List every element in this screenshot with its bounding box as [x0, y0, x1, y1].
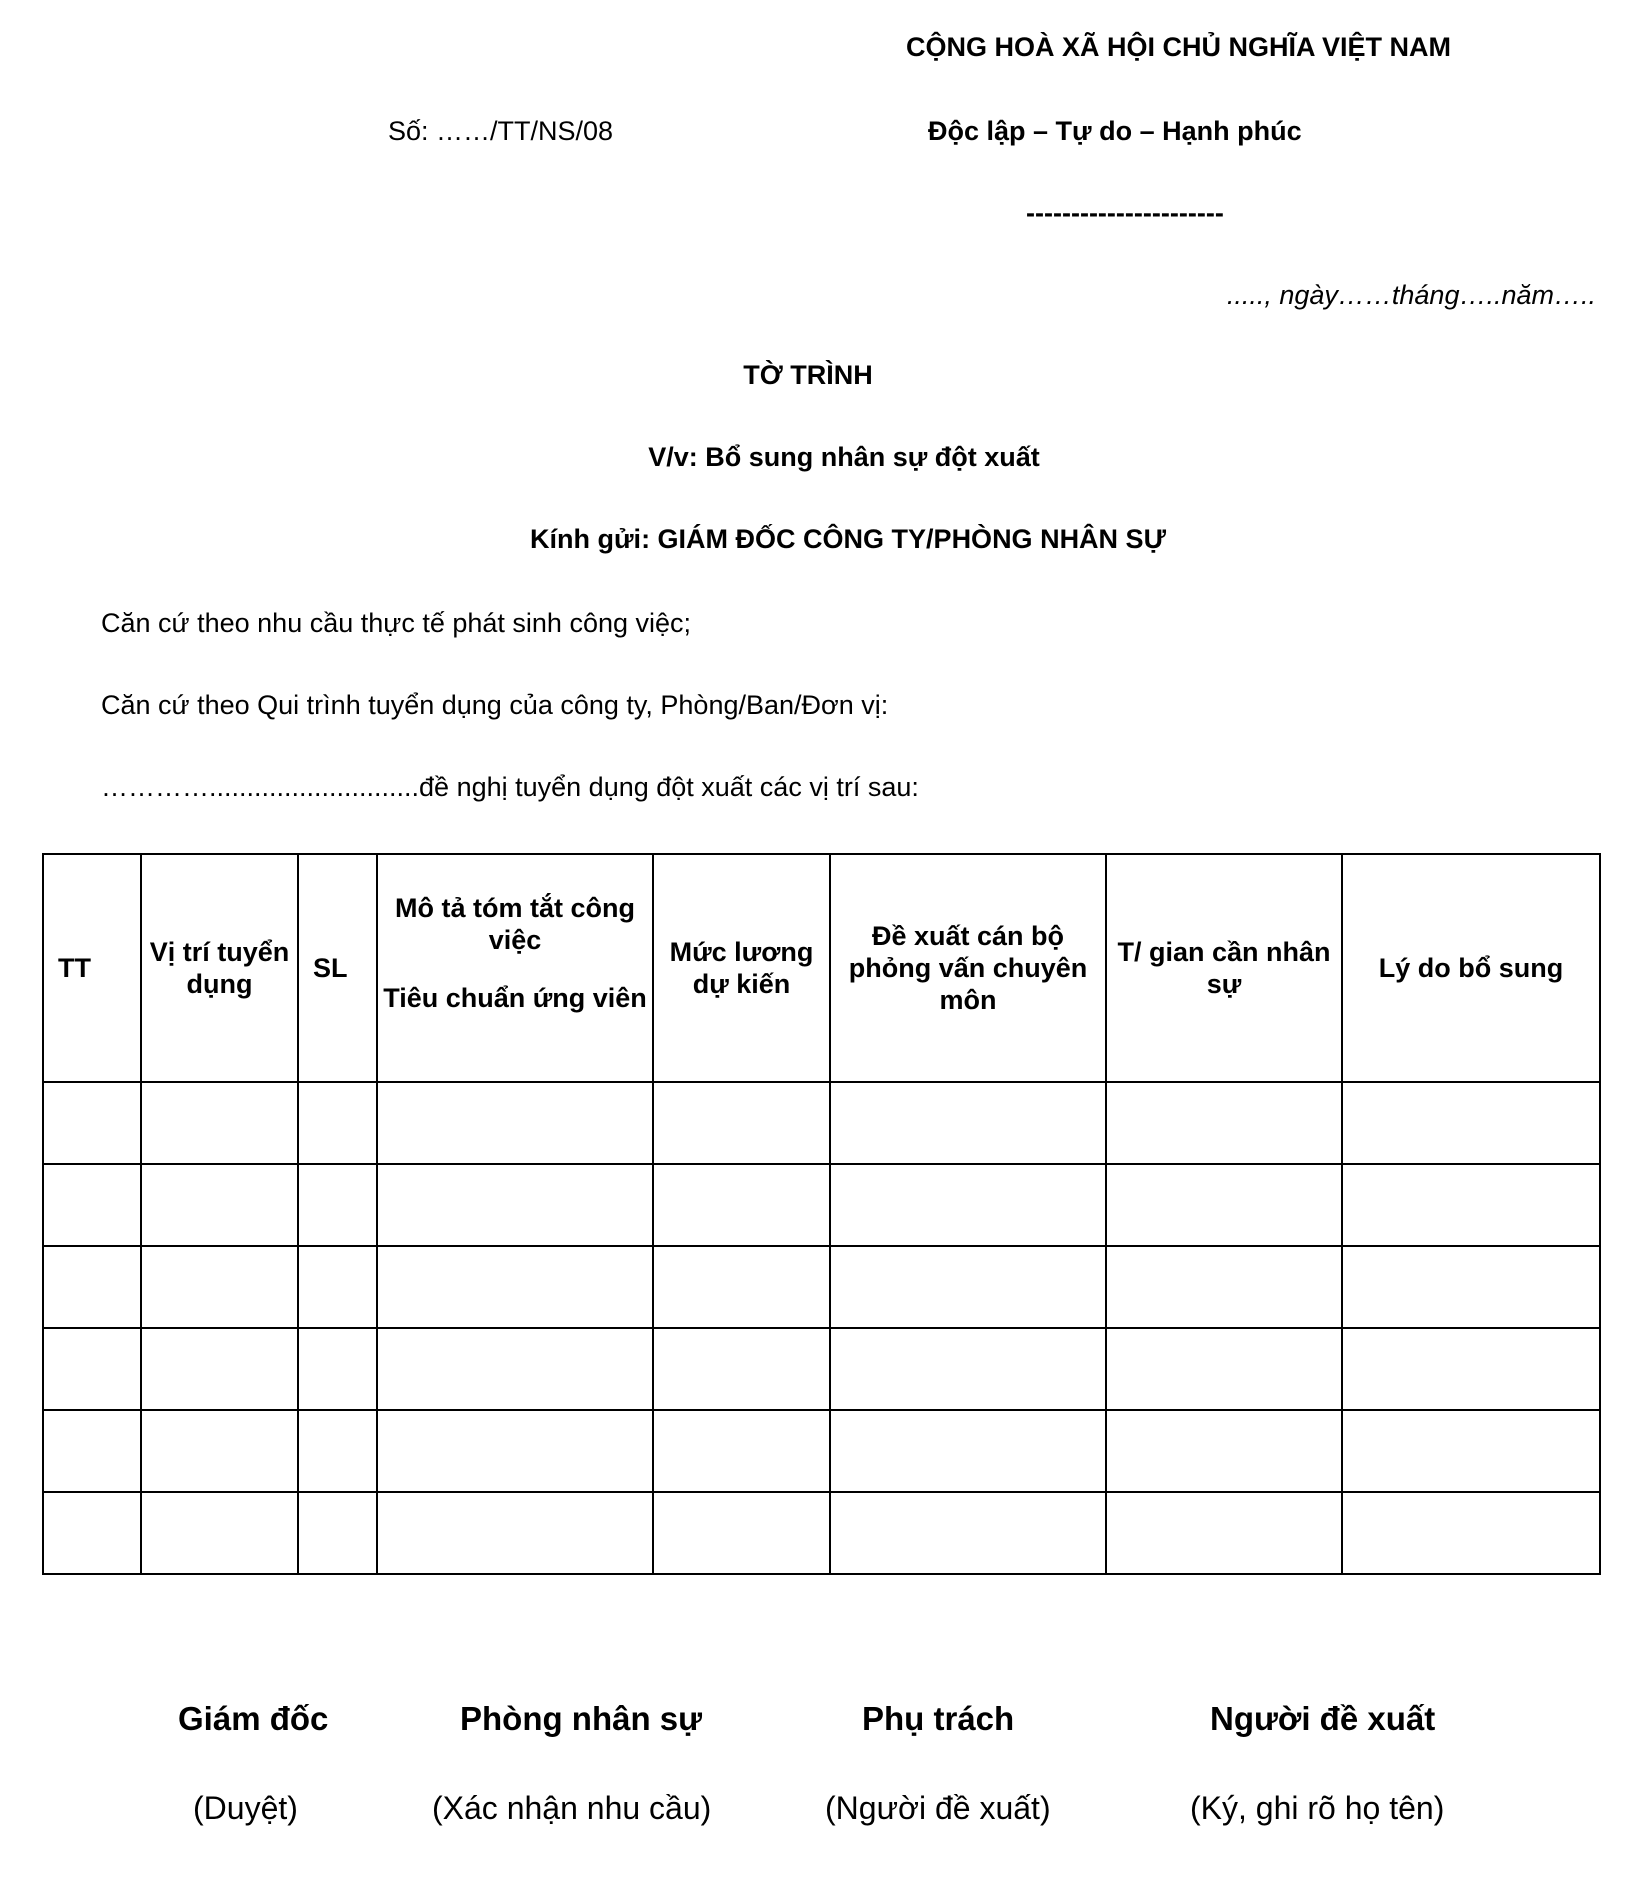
document-subject: V/v: Bổ sung nhân sự đột xuất: [648, 442, 1040, 472]
request-line: …………............................đề nghị tuyển dụng đột xuất các vị trí sau:: [101, 772, 919, 802]
table-cell[interactable]: [830, 1082, 1106, 1164]
table-cell[interactable]: [830, 1328, 1106, 1410]
table-cell[interactable]: [43, 1410, 141, 1492]
table-row: [43, 1246, 1600, 1328]
header-time-needed: T/ gian cần nhân sự: [1106, 854, 1342, 1082]
table-row: [43, 1328, 1600, 1410]
table-cell[interactable]: [377, 1082, 653, 1164]
signature-title-supervisor: Phụ trách: [862, 1700, 1015, 1737]
table-cell[interactable]: [43, 1246, 141, 1328]
document-title: TỜ TRÌNH: [743, 360, 873, 390]
table-cell[interactable]: [298, 1082, 377, 1164]
header-reason: Lý do bổ sung: [1342, 854, 1600, 1082]
table-cell[interactable]: [1106, 1410, 1342, 1492]
table-cell[interactable]: [377, 1410, 653, 1492]
table-cell[interactable]: [141, 1082, 298, 1164]
date-line: ....., ngày……tháng…..năm…..: [1226, 280, 1596, 310]
table-cell[interactable]: [653, 1164, 830, 1246]
table-cell[interactable]: [1106, 1492, 1342, 1574]
table-cell[interactable]: [653, 1410, 830, 1492]
table-cell[interactable]: [1342, 1082, 1600, 1164]
table-cell[interactable]: [830, 1246, 1106, 1328]
table-row: [43, 1492, 1600, 1574]
table-cell[interactable]: [377, 1246, 653, 1328]
basis-line-1: Căn cứ theo nhu cầu thực tế phát sinh công việc;: [101, 608, 692, 638]
document-number: Số: ……/TT/NS/08: [388, 116, 614, 146]
table-row: [43, 1082, 1600, 1164]
table-cell[interactable]: [830, 1164, 1106, 1246]
signature-title-hr: Phòng nhân sự: [460, 1700, 703, 1737]
header-description: [377, 854, 653, 1082]
header-tt: TT: [43, 854, 141, 1082]
table-cell[interactable]: [141, 1328, 298, 1410]
table-cell[interactable]: [1106, 1082, 1342, 1164]
signature-note-proposer: (Ký, ghi rõ họ tên): [1190, 1790, 1445, 1826]
table-cell[interactable]: [653, 1492, 830, 1574]
table-cell[interactable]: [43, 1082, 141, 1164]
table-cell[interactable]: [298, 1410, 377, 1492]
table-cell[interactable]: [43, 1328, 141, 1410]
table-cell[interactable]: [1106, 1164, 1342, 1246]
table-cell[interactable]: [830, 1492, 1106, 1574]
signature-title-proposer: Người đề xuất: [1210, 1700, 1436, 1737]
signature-title-director: Giám đốc: [178, 1700, 329, 1737]
signature-note-director: (Duyệt): [193, 1790, 298, 1826]
table-cell[interactable]: [377, 1492, 653, 1574]
table-cell[interactable]: [377, 1328, 653, 1410]
table-cell[interactable]: [1106, 1328, 1342, 1410]
table-row: [43, 1164, 1600, 1246]
table-cell[interactable]: [298, 1492, 377, 1574]
table-cell[interactable]: [43, 1164, 141, 1246]
header-position: Vị trí tuyển dụng: [141, 854, 298, 1082]
table-cell[interactable]: [298, 1164, 377, 1246]
table-cell[interactable]: [1342, 1328, 1600, 1410]
table-cell[interactable]: [141, 1410, 298, 1492]
table-cell[interactable]: [141, 1164, 298, 1246]
table-cell[interactable]: [653, 1328, 830, 1410]
header-interviewer: Đề xuất cán bộ phỏng vấn chuyên môn: [830, 854, 1106, 1082]
table-cell[interactable]: [141, 1246, 298, 1328]
table-row: [43, 1410, 1600, 1492]
header-salary: Mức lương dự kiến: [653, 854, 830, 1082]
table-cell[interactable]: [1342, 1492, 1600, 1574]
table-cell[interactable]: [1106, 1246, 1342, 1328]
signature-note-hr: (Xác nhận nhu cầu): [432, 1790, 712, 1826]
recruitment-table: [42, 853, 1601, 1575]
table-cell[interactable]: [377, 1164, 653, 1246]
table-cell[interactable]: [1342, 1246, 1600, 1328]
signature-note-supervisor: (Người đề xuất): [825, 1790, 1051, 1826]
table-cell[interactable]: [1342, 1164, 1600, 1246]
nation-heading: CỘNG HOÀ XÃ HỘI CHỦ NGHĨA VIỆT NAM: [906, 32, 1452, 62]
basis-line-2: Căn cứ theo Qui trình tuyển dụng của công ty, Phòng/Ban/Đơn vị:: [101, 690, 889, 720]
table-cell[interactable]: [298, 1246, 377, 1328]
national-motto: Độc lập – Tự do – Hạnh phúc: [928, 116, 1302, 146]
table-cell[interactable]: [141, 1492, 298, 1574]
table-cell[interactable]: [830, 1410, 1106, 1492]
document-recipient: Kính gửi: GIÁM ĐỐC CÔNG TY/PHÒNG NHÂN SỰ: [530, 524, 1166, 554]
header-quantity: SL: [298, 854, 377, 1082]
table-cell[interactable]: [1342, 1410, 1600, 1492]
table-cell[interactable]: [298, 1328, 377, 1410]
table-cell[interactable]: [653, 1246, 830, 1328]
table-header-row: [43, 854, 1600, 1082]
table-cell[interactable]: [653, 1082, 830, 1164]
header-candidate-standard: Tiêu chuẩn ứng viên: [383, 983, 647, 1013]
header-divider: ----------------------: [1026, 198, 1224, 228]
table-cell[interactable]: [43, 1492, 141, 1574]
header-job-summary: Mô tả tóm tắt công việc: [395, 893, 635, 955]
